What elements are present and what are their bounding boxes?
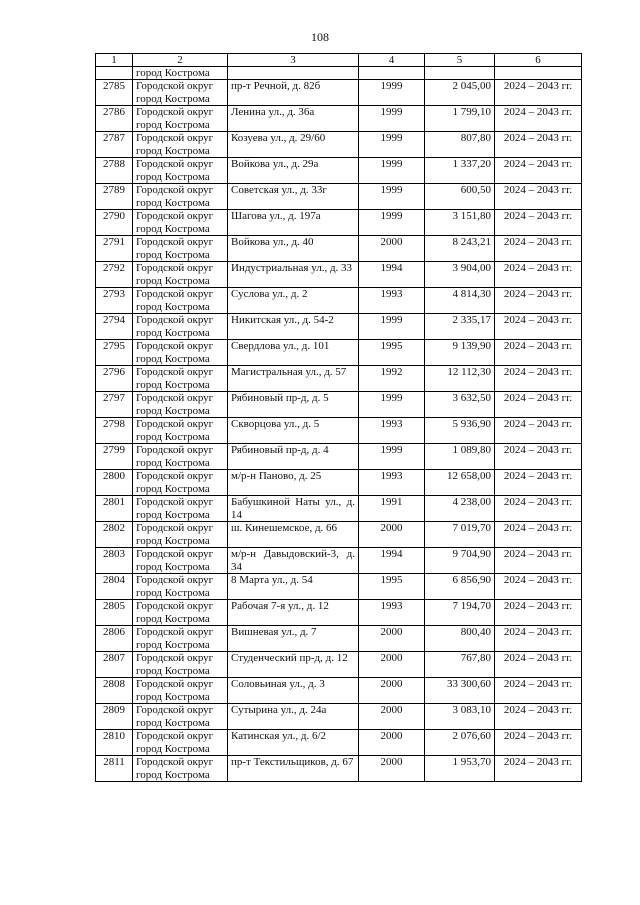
area-cell: 7 194,70 [425,600,495,626]
row-number-cell: 2791 [96,236,133,262]
year-cell: 2000 [359,678,425,704]
row-number-cell: 2797 [96,392,133,418]
period-cell: 2024 – 2043 гг. [495,340,582,366]
page-number: 108 [311,30,329,44]
row-number-cell: 2805 [96,600,133,626]
address-cell: Скворцова ул., д. 5 [228,418,359,444]
year-cell: 1994 [359,548,425,574]
address-cell: Козуева ул., д. 29/60 [228,132,359,158]
municipality-cell: Городской округ город Кострома [133,106,228,132]
period-cell: 2024 – 2043 гг. [495,678,582,704]
table-row [96,340,582,366]
year-cell: 1993 [359,418,425,444]
area-cell: 1 799,10 [425,106,495,132]
year-cell: 1992 [359,366,425,392]
table-row [96,678,582,704]
row-number-cell: 2785 [96,80,133,106]
table-row [96,574,582,600]
area-cell: 12 658,00 [425,470,495,496]
row-number-cell: 2804 [96,574,133,600]
period-cell: 2024 – 2043 гг. [495,626,582,652]
area-cell: 800,40 [425,626,495,652]
table-row [96,262,582,288]
row-number-cell: 2794 [96,314,133,340]
row-number-cell: 2809 [96,704,133,730]
table-row [96,522,582,548]
year-cell: 1999 [359,444,425,470]
address-cell: Рабочая 7-я ул., д. 12 [228,600,359,626]
period-cell: 2024 – 2043 гг. [495,548,582,574]
municipality-cell: Городской округ город Кострома [133,548,228,574]
municipality-cell: Городской округ город Кострома [133,470,228,496]
municipality-cell: Городской округ город Кострома [133,574,228,600]
table-row [96,392,582,418]
municipality-cell: Городской округ город Кострома [133,132,228,158]
period-cell: 2024 – 2043 гг. [495,288,582,314]
year-cell: 1993 [359,470,425,496]
municipality-cell: Городской округ город Кострома [133,704,228,730]
period-cell: 2024 – 2043 гг. [495,652,582,678]
column-header: 6 [495,54,582,67]
table-row [96,444,582,470]
municipality-cell: Городской округ город Кострома [133,600,228,626]
period-cell: 2024 – 2043 гг. [495,600,582,626]
municipality-cell: Городской округ город Кострома [133,184,228,210]
period-cell: 2024 – 2043 гг. [495,184,582,210]
area-cell: 8 243,21 [425,236,495,262]
year-cell: 1995 [359,574,425,600]
municipality-cell: Городской округ город Кострома [133,444,228,470]
row-number-cell: 2803 [96,548,133,574]
row-number-cell: 2792 [96,262,133,288]
address-cell: Индустриальная ул., д. 33 [228,262,359,288]
municipality-cell: Городской округ город Кострома [133,496,228,522]
year-cell: 1999 [359,184,425,210]
area-cell: 33 300,60 [425,678,495,704]
municipality-cell: Городской округ город Кострома [133,158,228,184]
period-cell: 2024 – 2043 гг. [495,132,582,158]
address-cell: Магистральная ул., д. 57 [228,366,359,392]
municipality-cell: Городской округ город Кострома [133,756,228,782]
address-cell: Катинская ул., д. 6/2 [228,730,359,756]
year-cell: 1993 [359,600,425,626]
year-cell: 1999 [359,80,425,106]
period-cell: 2024 – 2043 гг. [495,444,582,470]
year-cell: 1995 [359,340,425,366]
period-cell: 2024 – 2043 гг. [495,80,582,106]
continuation-row [96,67,582,80]
year-cell: 2000 [359,522,425,548]
column-header: 4 [359,54,425,67]
period-cell: 2024 – 2043 гг. [495,236,582,262]
row-number-cell: 2800 [96,470,133,496]
municipality-cell: Городской округ город Кострома [133,80,228,106]
address-cell: Советская ул., д. 33г [228,184,359,210]
table-row [96,158,582,184]
address-cell: Вишневая ул., д. 7 [228,626,359,652]
table-row [96,730,582,756]
table-row [96,80,582,106]
row-number-cell: 2811 [96,756,133,782]
period-cell: 2024 – 2043 гг. [495,756,582,782]
area-cell: 807,80 [425,132,495,158]
table-row [96,288,582,314]
area-cell: 2 335,17 [425,314,495,340]
address-cell: Рябиновый пр-д, д. 5 [228,392,359,418]
address-cell: Шагова ул., д. 197а [228,210,359,236]
area-cell: 767,80 [425,652,495,678]
area-cell: 4 814,30 [425,288,495,314]
year-cell: 1999 [359,158,425,184]
municipality-cell: Городской округ город Кострома [133,678,228,704]
year-cell: 2000 [359,236,425,262]
row-number-cell: 2801 [96,496,133,522]
column-number-row [96,54,582,67]
year-cell: 1999 [359,132,425,158]
row-number-cell: 2790 [96,210,133,236]
area-cell: 5 936,90 [425,418,495,444]
year-cell: 2000 [359,704,425,730]
table-row [96,366,582,392]
table-row [96,652,582,678]
row-number-cell: 2798 [96,418,133,444]
address-cell: Рябиновый пр-д, д. 4 [228,444,359,470]
area-cell: 2 045,00 [425,80,495,106]
period-cell: 2024 – 2043 гг. [495,392,582,418]
year-cell: 2000 [359,756,425,782]
address-cell: Суслова ул., д. 2 [228,288,359,314]
column-header: 3 [228,54,359,67]
period-cell: 2024 – 2043 гг. [495,574,582,600]
year-cell: 1993 [359,288,425,314]
municipality-cell: Городской округ город Кострома [133,262,228,288]
row-number-cell: 2788 [96,158,133,184]
area-cell: 3 151,80 [425,210,495,236]
year-cell: 1999 [359,314,425,340]
registry-body [96,67,582,782]
column-header: 2 [133,54,228,67]
table-row [96,106,582,132]
year-cell: 1999 [359,392,425,418]
table-row [96,704,582,730]
row-number-cell: 2808 [96,678,133,704]
row-number-cell: 2807 [96,652,133,678]
row-number-cell: 2806 [96,626,133,652]
period-cell: 2024 – 2043 гг. [495,262,582,288]
municipality-cell: Городской округ город Кострома [133,314,228,340]
address-cell: Соловьиная ул., д. 3 [228,678,359,704]
period-cell: 2024 – 2043 гг. [495,496,582,522]
year-cell: 1999 [359,106,425,132]
period-cell: 2024 – 2043 гг. [495,106,582,132]
table-row [96,548,582,574]
row-number-cell: 2810 [96,730,133,756]
municipality-cell: Городской округ город Кострома [133,366,228,392]
area-cell: 3 904,00 [425,262,495,288]
area-cell: 1 089,80 [425,444,495,470]
municipality-cell: Городской округ город Кострома [133,730,228,756]
row-number-cell: 2789 [96,184,133,210]
municipality-cell: Городской округ город Кострома [133,418,228,444]
area-cell: 3 083,10 [425,704,495,730]
address-cell: Ленина ул., д. 36а [228,106,359,132]
address-cell: пр-т Речной, д. 82б [228,80,359,106]
municipality-cell: Городской округ город Кострома [133,626,228,652]
period-cell: 2024 – 2043 гг. [495,522,582,548]
address-cell: Войкова ул., д. 40 [228,236,359,262]
table-row [96,210,582,236]
municipality-cell: Городской округ город Кострома [133,236,228,262]
table-row [96,756,582,782]
address-cell: 8 Марта ул., д. 54 [228,574,359,600]
row-number-cell: 2802 [96,522,133,548]
row-number-cell: 2799 [96,444,133,470]
area-cell: 4 238,00 [425,496,495,522]
municipality-cell: Городской округ город Кострома [133,340,228,366]
address-cell: Студенческий пр-д, д. 12 [228,652,359,678]
area-cell: 6 856,90 [425,574,495,600]
table-row [96,184,582,210]
address-cell: пр-т Текстильщиков, д. 67 [228,756,359,782]
row-number-cell: 2787 [96,132,133,158]
period-cell: 2024 – 2043 гг. [495,730,582,756]
area-cell: 3 632,50 [425,392,495,418]
municipality-cell: Городской округ город Кострома [133,392,228,418]
address-cell: Никитская ул., д. 54-2 [228,314,359,340]
year-cell: 1994 [359,262,425,288]
row-number-cell: 2793 [96,288,133,314]
municipality-cell: Городской округ город Кострома [133,288,228,314]
municipality-cell: Городской округ город Кострома [133,210,228,236]
period-cell: 2024 – 2043 гг. [495,210,582,236]
area-cell: 1 953,70 [425,756,495,782]
period-cell: 2024 – 2043 гг. [495,158,582,184]
area-cell: 600,50 [425,184,495,210]
row-number-cell: 2795 [96,340,133,366]
address-cell: Свердлова ул., д. 101 [228,340,359,366]
area-cell: 2 076,60 [425,730,495,756]
municipality-cell: город Кострома [133,67,228,80]
table-row [96,470,582,496]
address-cell: Войкова ул., д. 29а [228,158,359,184]
area-cell: 1 337,20 [425,158,495,184]
table-row [96,496,582,522]
table-row [96,600,582,626]
area-cell: 12 112,30 [425,366,495,392]
period-cell: 2024 – 2043 гг. [495,470,582,496]
period-cell: 2024 – 2043 гг. [495,704,582,730]
address-cell: ш. Кинешемское, д. 66 [228,522,359,548]
column-header: 5 [425,54,495,67]
housing-registry-table [95,53,582,782]
municipality-cell: Городской округ город Кострома [133,522,228,548]
column-header: 1 [96,54,133,67]
address-cell: м/р-н Давыдовский-3, д. 34 [228,548,359,574]
area-cell: 9 704,90 [425,548,495,574]
address-cell: м/р-н Паново, д. 25 [228,470,359,496]
period-cell: 2024 – 2043 гг. [495,366,582,392]
table-row [96,626,582,652]
area-cell: 7 019,70 [425,522,495,548]
address-cell: Сутырина ул., д. 24а [228,704,359,730]
year-cell: 2000 [359,652,425,678]
table-row [96,314,582,340]
table-row [96,236,582,262]
year-cell: 1991 [359,496,425,522]
year-cell: 1999 [359,210,425,236]
row-number-cell: 2786 [96,106,133,132]
table-row [96,132,582,158]
address-cell: Бабушкиной Наты ул., д. 14 [228,496,359,522]
area-cell: 9 139,90 [425,340,495,366]
municipality-cell: Городской округ город Кострома [133,652,228,678]
period-cell: 2024 – 2043 гг. [495,418,582,444]
period-cell: 2024 – 2043 гг. [495,314,582,340]
row-number-cell: 2796 [96,366,133,392]
year-cell: 2000 [359,626,425,652]
year-cell: 2000 [359,730,425,756]
table-row [96,418,582,444]
